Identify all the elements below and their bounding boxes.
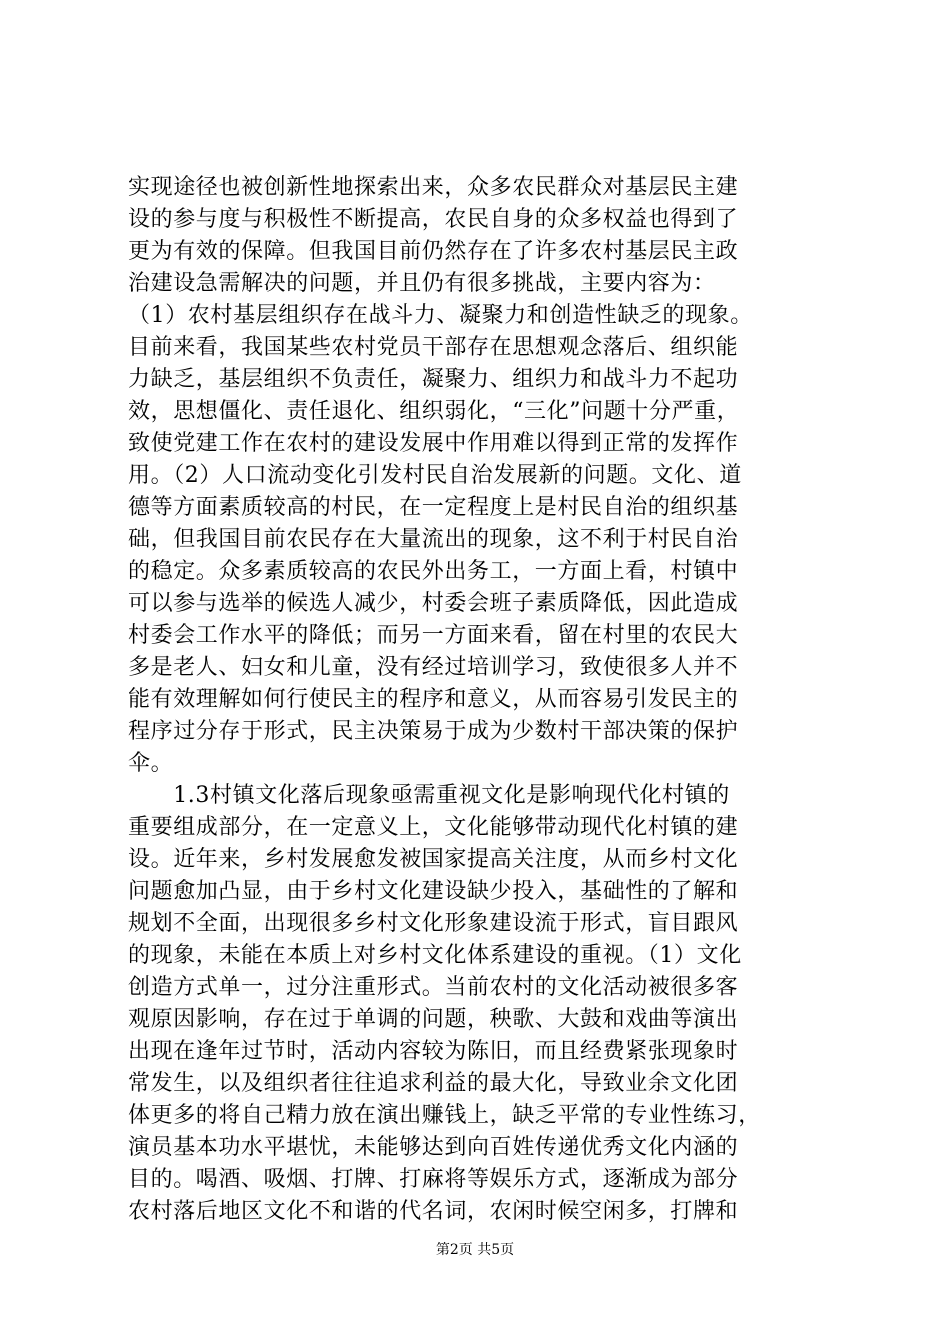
text-line: 农村落后地区文化不和谐的代名词，农闲时候空闲多，打牌和 xyxy=(128,1199,739,1224)
text-line: 重要组成部分，在一定意义上，文化能够带动现代化村镇的建 xyxy=(128,815,739,840)
text-line: 础，但我国目前农民存在大量流出的现象，这不利于村民自治 xyxy=(128,527,739,552)
text-line: 1.3村镇文化落后现象亟需重视文化是影响现代化村镇的 xyxy=(128,783,730,808)
text-line: 程序过分存于形式，民主决策易于成为少数村干部决策的保护 xyxy=(128,719,739,744)
text-line: 问题愈加凸显，由于乡村文化建设缺少投入，基础性的了解和 xyxy=(128,879,739,904)
text-line: 可以参与选举的候选人减少，村委会班子素质降低，因此造成 xyxy=(128,591,739,616)
text-line: 用。（2）人口流动变化引发村民自治发展新的问题。文化、道 xyxy=(128,463,742,488)
text-line: 常发生，以及组织者往往追求利益的最大化，导致业余文化团 xyxy=(128,1071,739,1096)
body-text xyxy=(128,172,828,1228)
text-line: 多是老人、妇女和儿童，没有经过培训学习，致使很多人并不 xyxy=(128,655,739,680)
text-line: 设。近年来，乡村发展愈发被国家提高关注度，从而乡村文化 xyxy=(128,847,739,872)
text-line: 的稳定。众多素质较高的农民外出务工，一方面上看，村镇中 xyxy=(128,559,739,584)
text-line: 力缺乏，基层组织不负责任，凝聚力、组织力和战斗力不起功 xyxy=(128,367,739,392)
text-line: 德等方面素质较高的村民，在一定程度上是村民自治的组织基 xyxy=(128,495,739,520)
text-line: 规划不全面，出现很多乡村文化形象建设流于形式，盲目跟风 xyxy=(128,911,739,936)
text-line: 致使党建工作在农村的建设发展中作用难以得到正常的发挥作 xyxy=(128,431,739,456)
text-line: 演员基本功水平堪忧，未能够达到向百姓传递优秀文化内涵的 xyxy=(128,1135,739,1160)
text-line: 体更多的将自己精力放在演出赚钱上，缺乏平常的专业性练习， xyxy=(128,1103,761,1128)
text-line: 治建设急需解决的问题，并且仍有很多挑战，主要内容为： xyxy=(128,271,716,296)
text-line: 实现途径也被创新性地探索出来，众多农民群众对基层民主建 xyxy=(128,175,739,200)
text-line: 效，思想僵化、责任退化、组织弱化，“三化”问题十分严重， xyxy=(128,399,740,424)
text-line: 目的。喝酒、吸烟、打牌、打麻将等娱乐方式，逐渐成为部分 xyxy=(128,1167,739,1192)
text-line: 创造方式单一，过分注重形式。当前农村的文化活动被很多客 xyxy=(128,975,739,1000)
text-line: 伞。 xyxy=(128,751,174,776)
page-footer: 第2页 共5页 xyxy=(435,1242,515,1258)
text-line: （1）农村基层组织存在战斗力、凝聚力和创造性缺乏的现象。 xyxy=(128,303,753,328)
text-line: 更为有效的保障。但我国目前仍然存在了许多农村基层民主政 xyxy=(128,239,739,264)
text-line: 出现在逢年过节时，活动内容较为陈旧，而且经费紧张现象时 xyxy=(128,1039,739,1064)
text-line: 能有效理解如何行使民主的程序和意义，从而容易引发民主的 xyxy=(128,687,739,712)
text-line: 目前来看，我国某些农村党员干部存在思想观念落后、组织能 xyxy=(128,335,739,360)
text-line: 村委会工作水平的降低；而另一方面来看，留在村里的农民大 xyxy=(128,623,739,648)
text-line: 观原因影响，存在过于单调的问题，秧歌、大鼓和戏曲等演出 xyxy=(128,1007,739,1032)
text-line: 的现象，未能在本质上对乡村文化体系建设的重视。（1）文化 xyxy=(128,943,742,968)
text-line: 设的参与度与积极性不断提高，农民自身的众多权益也得到了 xyxy=(128,207,739,232)
